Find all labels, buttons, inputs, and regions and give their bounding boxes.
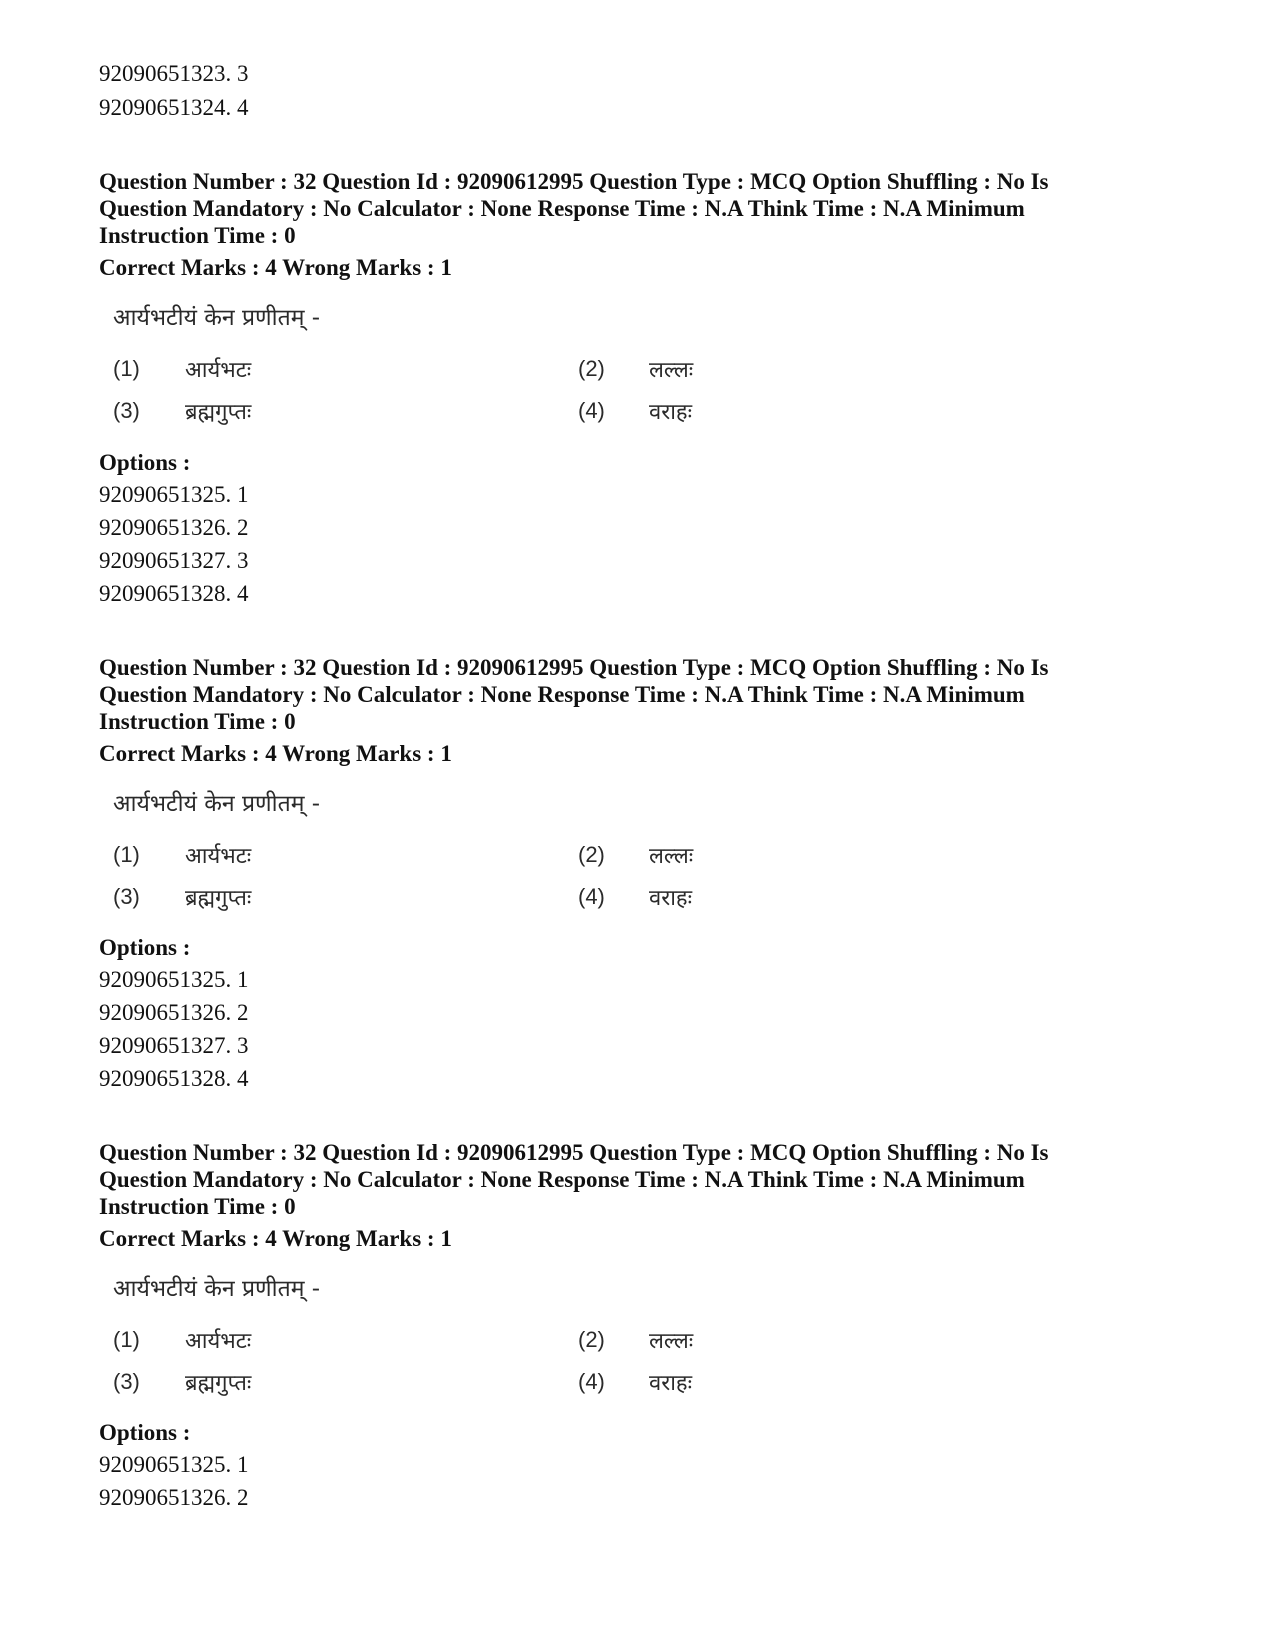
choice-number: (1) xyxy=(113,1327,140,1352)
choice-text: आर्यभटः xyxy=(185,358,252,383)
option-line: 92090651328. 4 xyxy=(99,581,249,606)
marks-line: Correct Marks : 4 Wrong Marks : 1 xyxy=(99,741,452,766)
choice-text: आर्यभटः xyxy=(185,844,252,869)
choice-number: (3) xyxy=(113,398,140,423)
choice-text: वराहः xyxy=(649,886,693,911)
question-image xyxy=(99,786,739,936)
option-line: 92090651325. 1 xyxy=(99,967,249,992)
question-header: Question Mandatory : No Calculator : None Response Time : N.A Think Time : N.A Minimum xyxy=(99,196,1025,221)
option-line: 92090651327. 3 xyxy=(99,1033,249,1058)
choice-text: ब्रह्मगुप्तः xyxy=(185,1371,252,1396)
question-stem: आर्यभटीयं केन प्रणीतम् - xyxy=(113,305,321,331)
option-line: 92090651325. 1 xyxy=(99,1452,249,1477)
question-image xyxy=(99,300,739,450)
choice-number: (2) xyxy=(578,1327,605,1352)
question-stem: आर्यभटीयं केन प्रणीतम् - xyxy=(113,791,321,817)
choice-text: ब्रह्मगुप्तः xyxy=(185,400,252,425)
question-header: Instruction Time : 0 xyxy=(99,223,296,248)
question-header: Instruction Time : 0 xyxy=(99,1194,296,1219)
question-image xyxy=(99,1271,739,1421)
options-label: Options : xyxy=(99,450,191,475)
question-header: Question Number : 32 Question Id : 92090612995 Question Type : MCQ Option Shuffling : No Is xyxy=(99,169,1049,194)
marks-line: Correct Marks : 4 Wrong Marks : 1 xyxy=(99,255,452,280)
option-line: 92090651326. 2 xyxy=(99,515,249,540)
option-line: 92090651326. 2 xyxy=(99,1485,249,1510)
choice-number: (4) xyxy=(578,398,605,423)
choice-text: वराहः xyxy=(649,400,693,425)
choice-text: आर्यभटः xyxy=(185,1329,252,1354)
choice-number: (1) xyxy=(113,356,140,381)
question-header: Instruction Time : 0 xyxy=(99,709,296,734)
choice-text: ब्रह्मगुप्तः xyxy=(185,886,252,911)
choice-number: (1) xyxy=(113,842,140,867)
question-header: Question Number : 32 Question Id : 92090612995 Question Type : MCQ Option Shuffling : No Is xyxy=(99,1140,1049,1165)
choice-number: (3) xyxy=(113,1369,140,1394)
choice-number: (3) xyxy=(113,884,140,909)
choice-number: (2) xyxy=(578,356,605,381)
question-header: Question Number : 32 Question Id : 92090612995 Question Type : MCQ Option Shuffling : No Is xyxy=(99,655,1049,680)
question-header: Question Mandatory : No Calculator : None Response Time : N.A Think Time : N.A Minimum xyxy=(99,1167,1025,1192)
question-header: Question Mandatory : No Calculator : None Response Time : N.A Think Time : N.A Minimum xyxy=(99,682,1025,707)
choice-number: (2) xyxy=(578,842,605,867)
option-line: 92090651323. 3 xyxy=(99,61,249,86)
option-line: 92090651325. 1 xyxy=(99,482,249,507)
option-line: 92090651324. 4 xyxy=(99,95,249,120)
option-line: 92090651326. 2 xyxy=(99,1000,249,1025)
choice-number: (4) xyxy=(578,1369,605,1394)
option-line: 92090651328. 4 xyxy=(99,1066,249,1091)
option-line: 92090651327. 3 xyxy=(99,548,249,573)
marks-line: Correct Marks : 4 Wrong Marks : 1 xyxy=(99,1226,452,1251)
options-label: Options : xyxy=(99,935,191,960)
choice-text: लल्लः xyxy=(649,844,694,869)
options-label: Options : xyxy=(99,1420,191,1445)
choice-text: लल्लः xyxy=(649,1329,694,1354)
choice-number: (4) xyxy=(578,884,605,909)
choice-text: लल्लः xyxy=(649,358,694,383)
choice-text: वराहः xyxy=(649,1371,693,1396)
question-stem: आर्यभटीयं केन प्रणीतम् - xyxy=(113,1276,321,1302)
